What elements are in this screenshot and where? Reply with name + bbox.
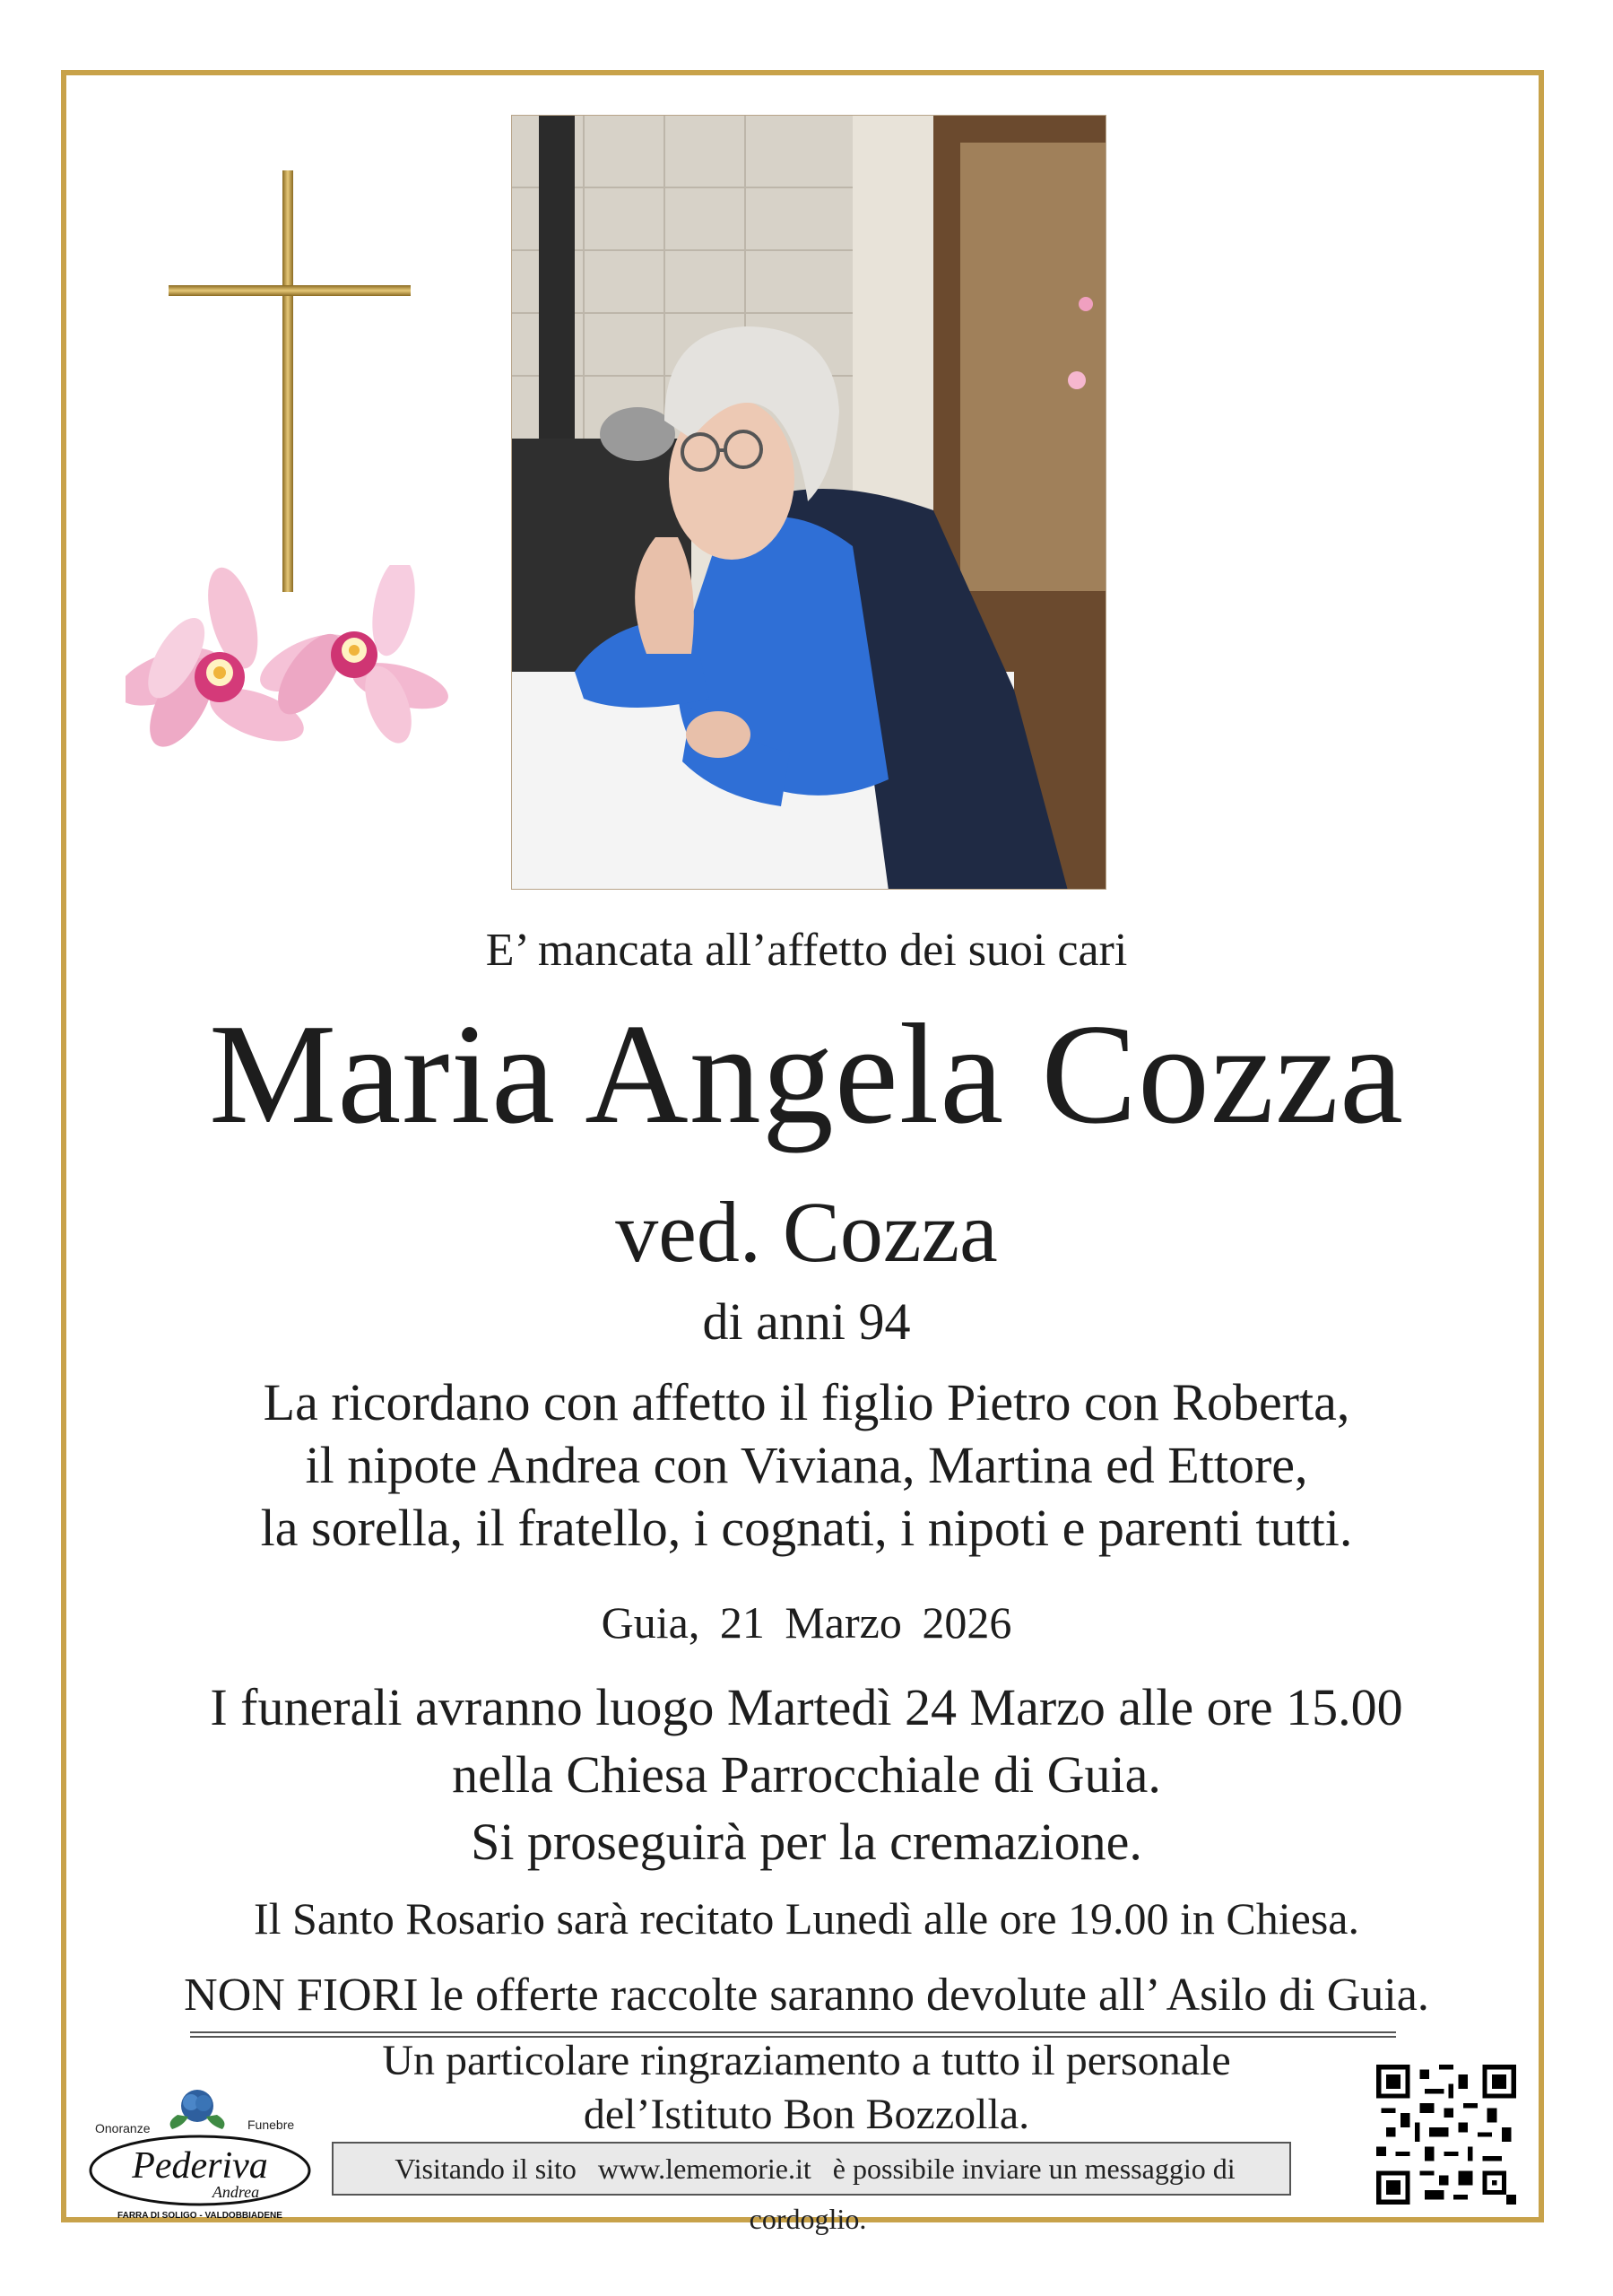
no-flowers-text: NON FIORI le offerte raccolte saranno devolute all’ Asilo di Guia. bbox=[184, 1970, 1429, 2021]
family-line: il nipote Andrea con Viviana, Martina ed Ettore, bbox=[305, 1436, 1308, 1494]
rosary-text: Il Santo Rosario sarà recitato Lunedì alle ore 19.00 in Chiesa. bbox=[254, 1893, 1359, 1944]
place-date: Guia, 21 Marzo 2026 bbox=[601, 1597, 1012, 1648]
funeral-home-logo bbox=[79, 2079, 321, 2222]
logo-brand: Pederiva bbox=[132, 2145, 268, 2187]
funeral-line: nella Chiesa Parrocchiale di Guia. bbox=[452, 1745, 1161, 1804]
portrait-photo bbox=[511, 115, 1106, 890]
family-line: La ricordano con affetto il figlio Pietro con Roberta, bbox=[263, 1373, 1350, 1431]
deceased-name: Maria Angela Cozza bbox=[209, 994, 1404, 1153]
thanks-line: Un particolare ringraziamento a tutto il personale bbox=[382, 2037, 1231, 2084]
age-text: di anni 94 bbox=[702, 1292, 911, 1351]
logo-locations: FARRA DI SOLIGO - VALDOBBIADENE bbox=[117, 2211, 282, 2221]
orchid-icon bbox=[126, 565, 457, 780]
intro-text: E’ mancata all’affetto dei suoi cari bbox=[485, 925, 1128, 976]
visit-prefix: Visitando il sito bbox=[395, 2152, 577, 2185]
logo-top-left: Onoranze bbox=[95, 2121, 151, 2135]
visit-url-link[interactable]: www.lememorie.it bbox=[597, 2152, 811, 2185]
logo-top-right: Funebre bbox=[247, 2118, 295, 2132]
family-line: la sorella, il fratello, i cognati, i nipoti e parenti tutti. bbox=[260, 1499, 1353, 1557]
funeral-line: Si proseguirà per la cremazione. bbox=[471, 1813, 1142, 1871]
thanks-line: del’Istituto Bon Bozzolla. bbox=[583, 2091, 1030, 2138]
funeral-line: I funerali avranno luogo Martedì 24 Marzo alle ore 15.00 bbox=[210, 1678, 1403, 1736]
logo-sub: Andrea bbox=[212, 2183, 260, 2201]
visit-suffix: è possibile inviare un messaggio di cordoglio. bbox=[749, 2152, 1236, 2235]
condolence-message-box bbox=[332, 2142, 1291, 2235]
widow-of-text: ved. Cozza bbox=[615, 1184, 998, 1280]
qr-code-icon[interactable] bbox=[1376, 2065, 1516, 2205]
